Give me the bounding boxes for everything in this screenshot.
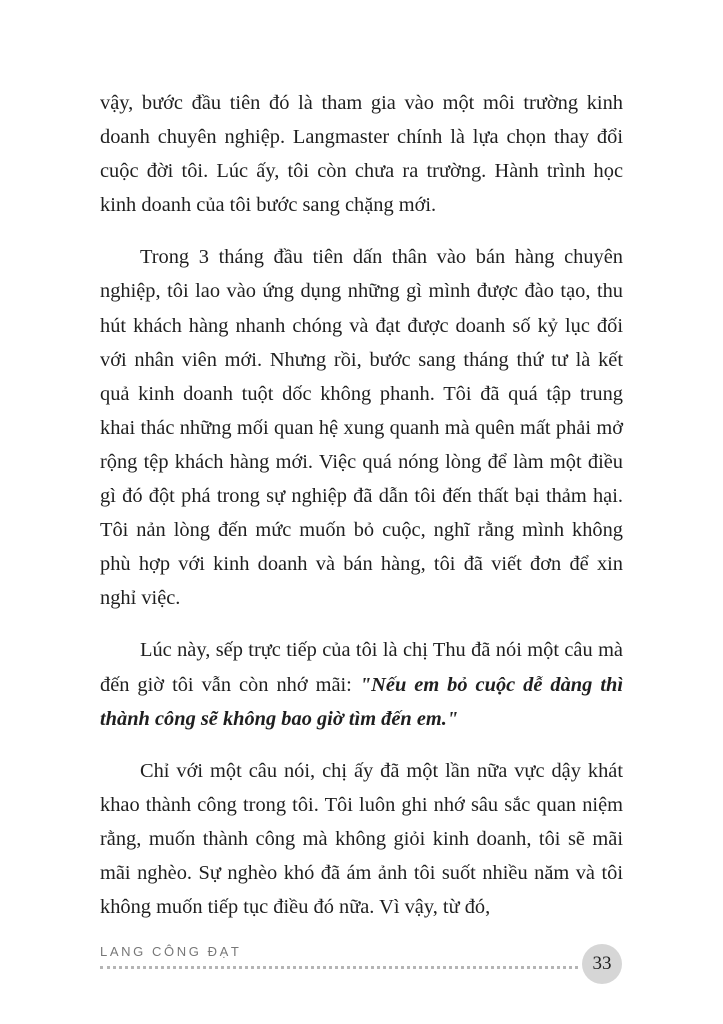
page-body [100,86,623,942]
page-footer [100,936,623,986]
page-number: 33 [592,953,612,974]
paragraph-4: Chỉ với một câu nói, chị ấy đã một lần nữa vực dậy khát khao thành công trong tôi. Tôi luôn ghi nhớ sâu sắc quan niệm rằng, muốn thành công mà không giỏi kinh doanh, tôi sẽ mãi mãi nghèo. Sự nghèo khó đã ám ảnh tôi suốt nhiều năm và tôi không muốn tiếp tục điều đó nữa. Vì vậy, từ đó, [100,759,623,919]
paragraph-2: Trong 3 tháng đầu tiên dấn thân vào bán hàng chuyên nghiệp, tôi lao vào ứng dụng những gì mình được đào tạo, thu hút khách hàng nhanh chóng và đạt được doanh số kỷ lục đối với nhân viên mới. Nhưng rồi, bước sang tháng thứ tư là kết quả kinh doanh tuột dốc không phanh. Tôi đã quá tập trung khai thác những mối quan hệ xung quanh mà quên mất phải mở rộng tệp khách hàng mới. Việc quá nóng lòng để làm một điều gì đó đột phá trong sự nghiệp đã dẫn tôi đến thất bại thảm hại. Tôi nản lòng đến mức muốn bỏ cuộc, nghĩ rằng mình không phù hợp với kinh doanh và bán hàng, tôi đã viết đơn để xin nghỉ việc. [100,246,623,610]
quote-text: "Nếu em bỏ cuộc dễ dàng thì thành công sẽ không bao giờ tìm đến em." [100,673,623,730]
dotted-divider [100,966,578,969]
page-number-badge [582,944,622,984]
paragraph-3 [100,633,623,735]
paragraph-1: vậy, bước đầu tiên đó là tham gia vào một môi trường kinh doanh chuyên nghiệp. Langmaster chính là lựa chọn thay đổi cuộc đời tôi. Lúc ấy, tôi còn chưa ra trường. Hành trình học kinh doanh của tôi bước sang chặng mới. [100,92,623,217]
paragraph-3-lead: Lúc này, sếp trực tiếp của tôi là chị Thu đã nói một câu mà đến giờ tôi vẫn còn nhớ mãi: [100,639,623,696]
running-footer-author: LANG CÔNG ĐẠT [100,944,242,959]
